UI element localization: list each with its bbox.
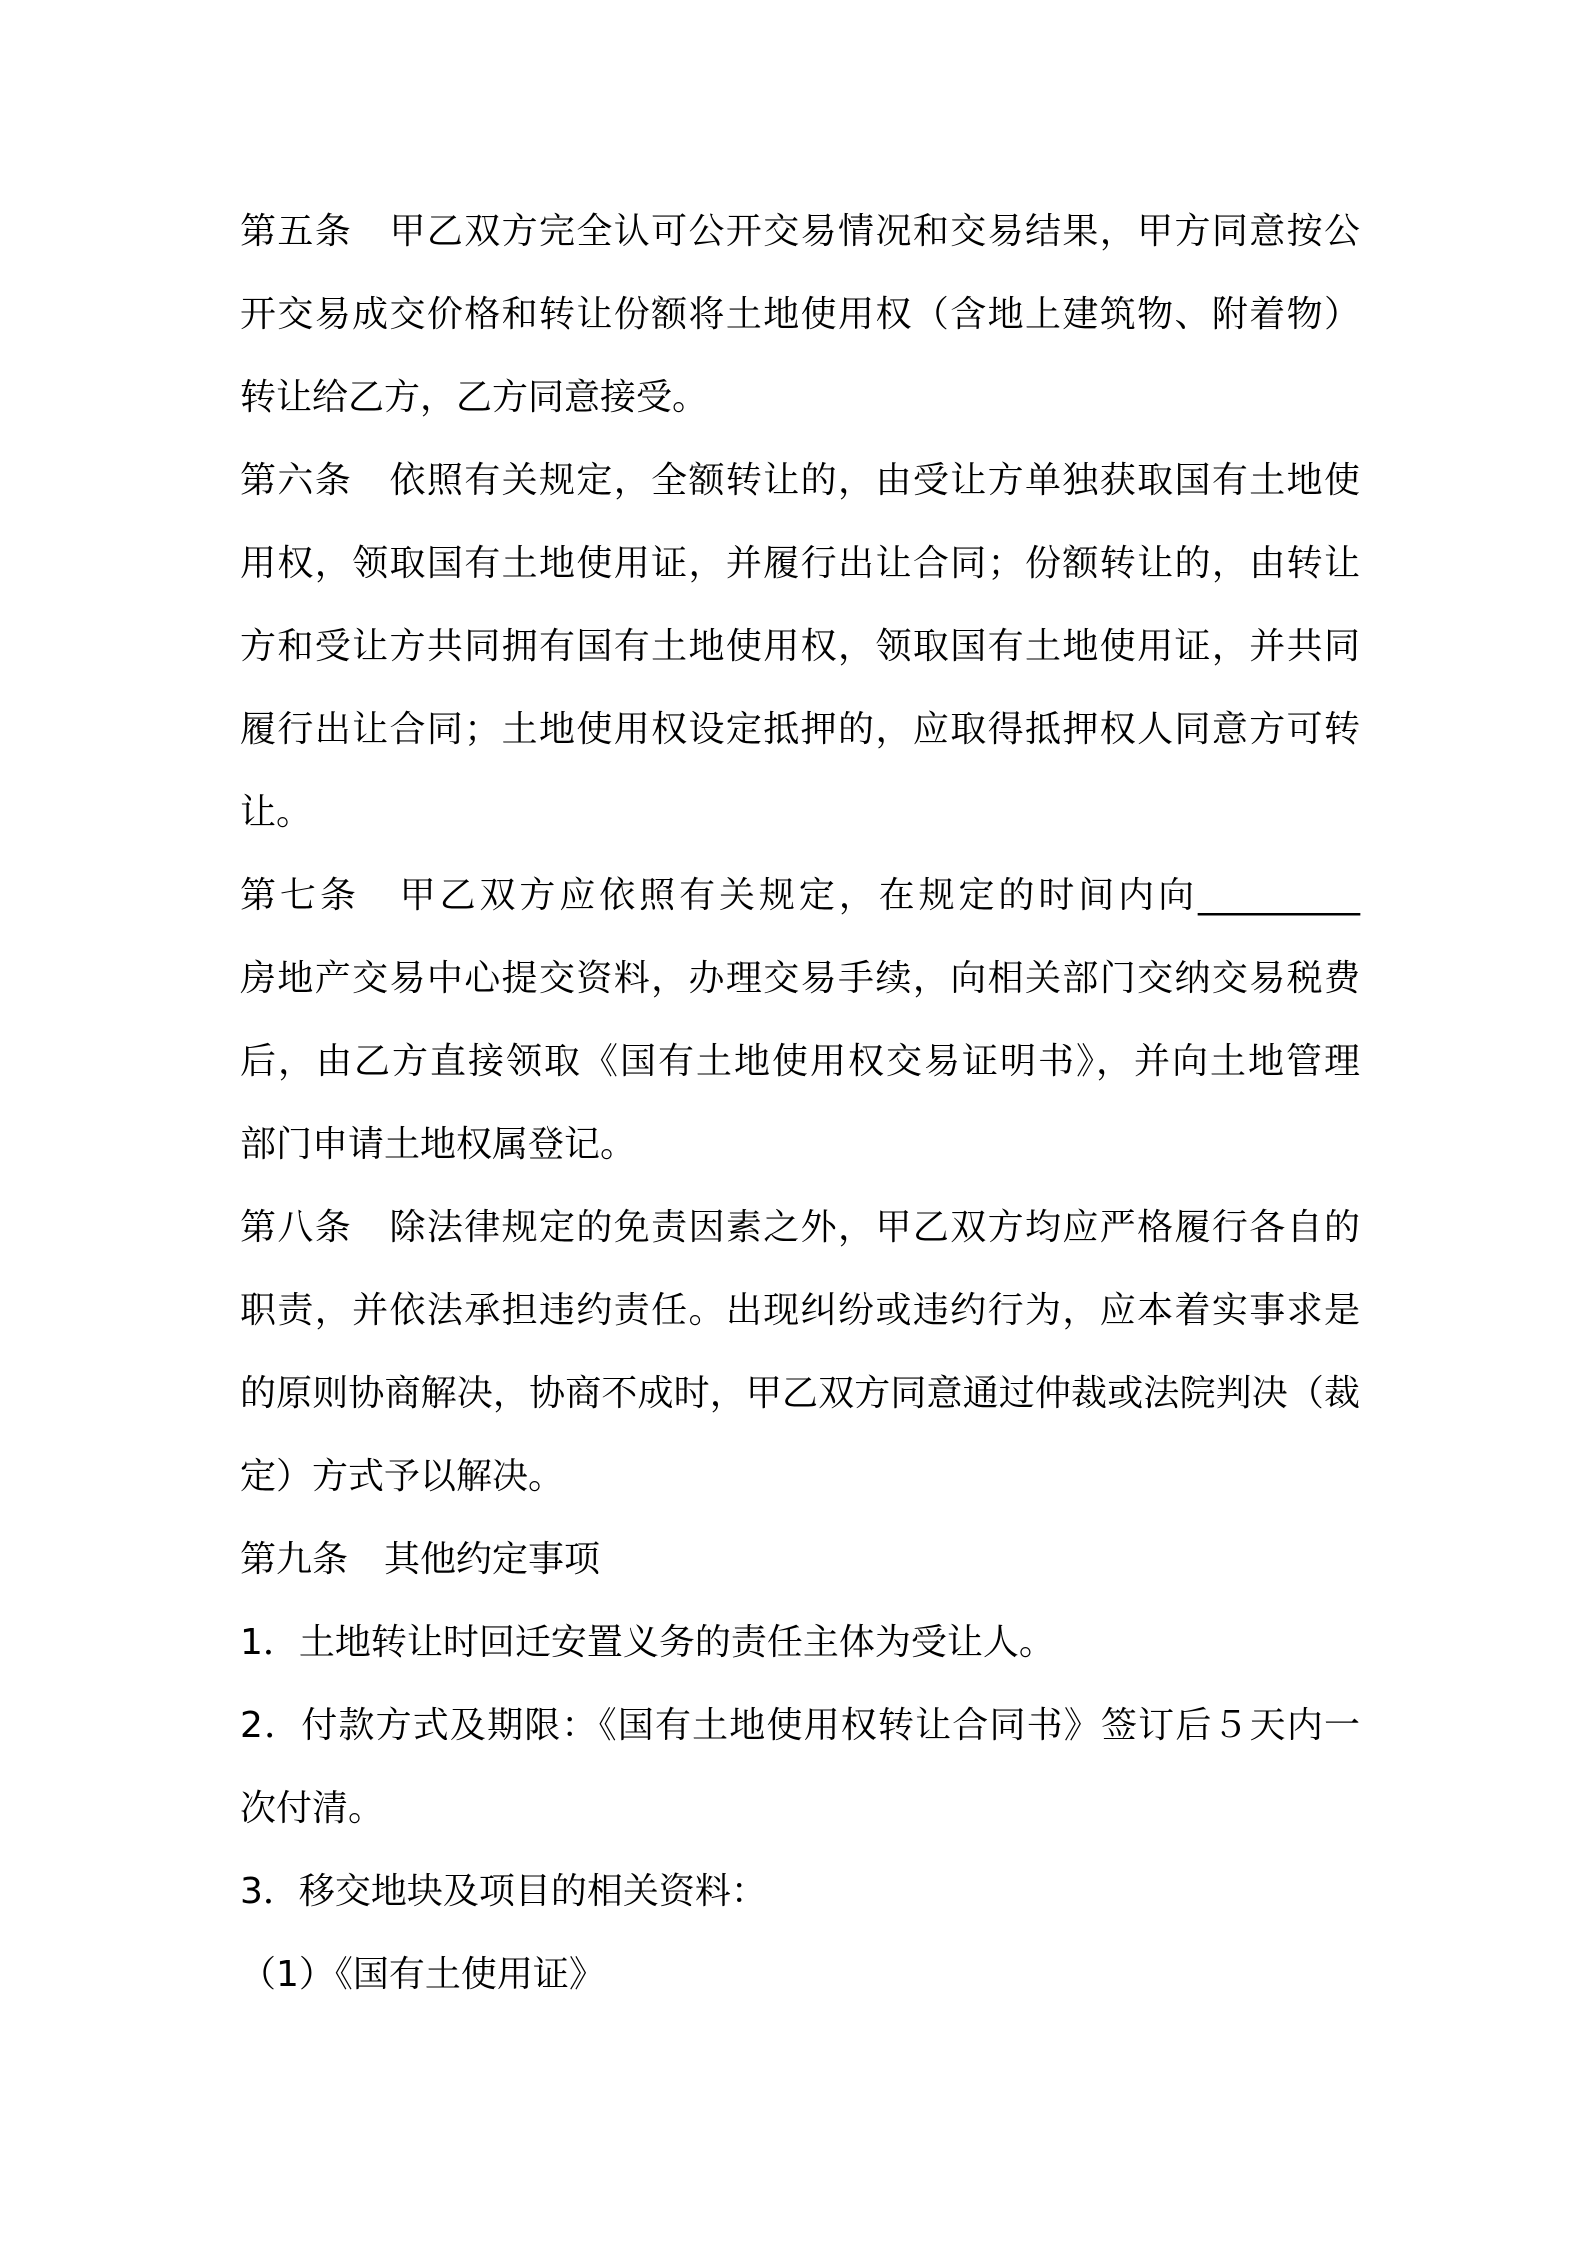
article-7-line-2: 房地产交易中心提交资料，办理交易手续，向相关部门交纳交易税费 — [240, 958, 1360, 999]
article-5-line-2: 开交易成交价格和转让份额将土地使用权（含地上建筑物、附着物） — [240, 294, 1360, 335]
article-9-heading: 第九条 其他约定事项 — [240, 1539, 601, 1580]
article-9-item-1: 1．土地转让时回迁安置义务的责任主体为受让人。 — [240, 1622, 1055, 1663]
article-6-line-4: 履行出让合同；土地使用权设定抵押的，应取得抵押权人同意方可转 — [240, 709, 1360, 750]
article-6-line-1: 第六条 依照有关规定，全额转让的，由受让方单独获取国有土地使 — [240, 460, 1360, 501]
article-8-line-2: 职责，并依法承担违约责任。出现纠纷或违约行为，应本着实事求是 — [240, 1290, 1360, 1331]
article-6-line-2: 用权，领取国有土地使用证，并履行出让合同；份额转让的，由转让 — [240, 543, 1360, 584]
article-9-item-3-sub-1: （1）《国有土使用证》 — [240, 1954, 605, 1995]
article-7-line-3: 后，由乙方直接领取《国有土地使用权交易证明书》，并向土地管理 — [240, 1041, 1360, 1082]
article-6-line-3: 方和受让方共同拥有国有土地使用权，领取国有土地使用证，并共同 — [240, 626, 1360, 667]
article-5-line-3: 转让给乙方，乙方同意接受。 — [240, 377, 709, 418]
document-body — [240, 190, 1360, 2016]
article-8-line-1: 第八条 除法律规定的免责因素之外，甲乙双方均应严格履行各自的 — [240, 1207, 1360, 1248]
article-5-line-1: 第五条 甲乙双方完全认可公开交易情况和交易结果，甲方同意按公 — [240, 211, 1360, 252]
article-9-item-3: 3．移交地块及项目的相关资料： — [240, 1871, 767, 1912]
article-9-item-2-line-2: 次付清。 — [240, 1788, 385, 1829]
article-6-line-5: 让。 — [240, 792, 313, 833]
article-9-item-2-line-1: 2．付款方式及期限：《国有土地使用权转让合同书》签订后５天内一 — [240, 1705, 1360, 1746]
article-7-line-4: 部门申请土地权属登记。 — [240, 1124, 637, 1165]
article-7-line-1: 第七条 甲乙双方应依照有关规定，在规定的时间内向_________ — [240, 875, 1360, 916]
article-8-line-4: 定）方式予以解决。 — [240, 1456, 565, 1497]
article-8-line-3: 的原则协商解决，协商不成时，甲乙双方同意通过仲裁或法院判决（裁 — [240, 1373, 1360, 1414]
